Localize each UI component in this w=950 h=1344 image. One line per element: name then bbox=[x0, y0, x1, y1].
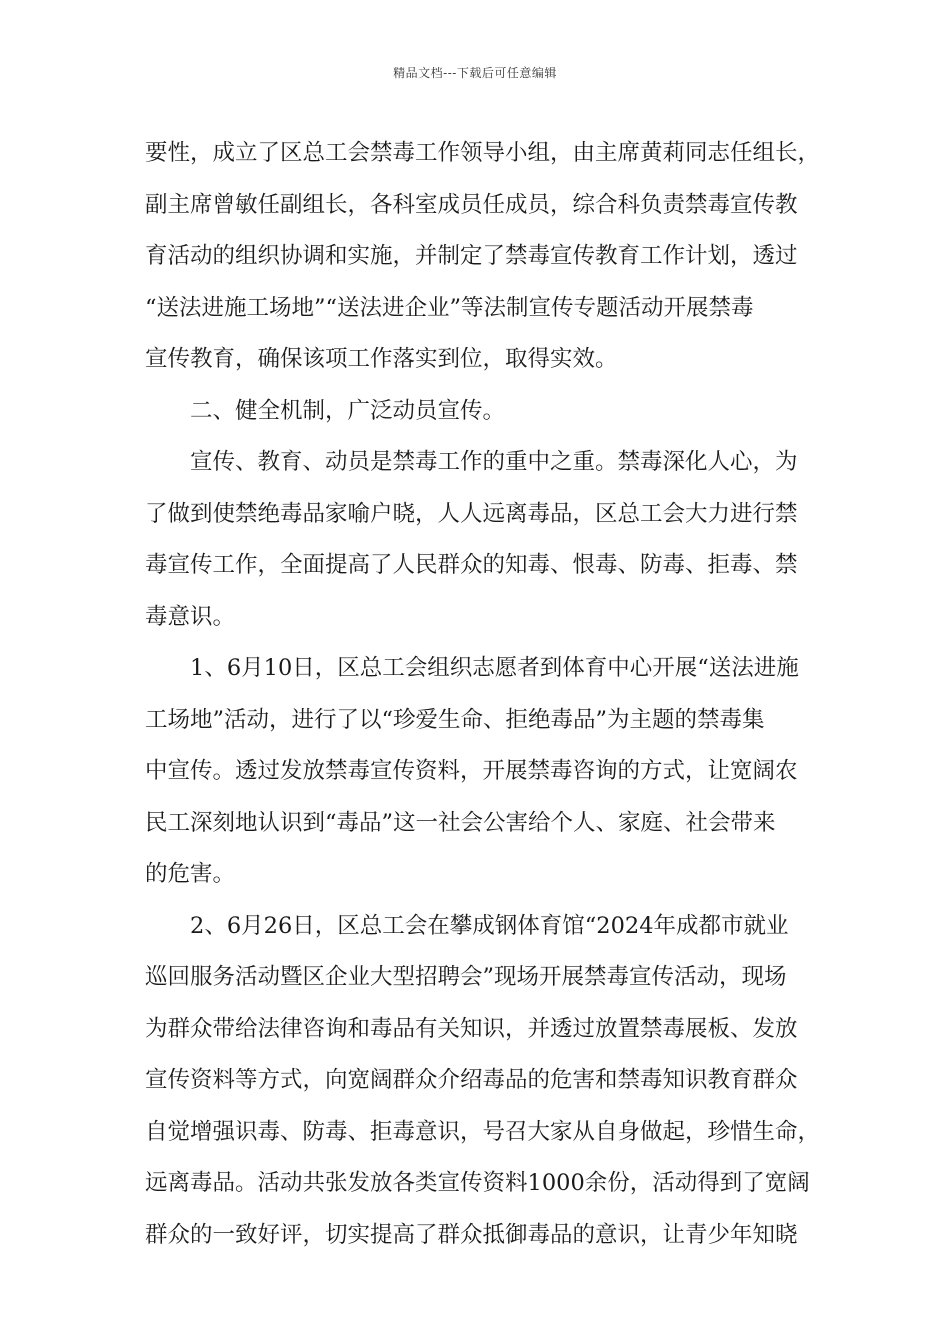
document-body bbox=[145, 128, 821, 1261]
page-header: 精品文档---下载后可任意编辑 bbox=[393, 66, 557, 80]
text-line: 的危害。 bbox=[145, 861, 236, 887]
text-line: 中宣传。透过发放禁毒宣传资料，开展禁毒咨询的方式，让宽阔农 bbox=[145, 758, 798, 784]
text-line: 远离毒品。活动共张发放各类宣传资料1000余份，活动得到了宽阔 bbox=[145, 1170, 810, 1196]
text-line: 毒意识。 bbox=[145, 603, 236, 630]
text-line: “送法进施工场地”“送法进企业”等法制宣传专题活动开展禁毒 bbox=[145, 294, 754, 321]
text-line: 毒宣传工作，全面提高了人民群众的知毒、恨毒、防毒、拒毒、禁 bbox=[145, 552, 798, 578]
text-line: 要性，成立了区总工会禁毒工作领导小组，由主席黄莉同志任组长， bbox=[145, 140, 821, 166]
text-line: 巡回服务活动暨区企业大型招聘会”现场开展禁毒宣传活动，现场 bbox=[145, 964, 787, 990]
text-line: 2、6月26日，区总工会在攀成钢体育馆“2024年成都市就业 bbox=[190, 912, 789, 939]
text-line: 群众的一致好评，切实提高了群众抵御毒品的意识，让青少年知晓 bbox=[145, 1221, 798, 1248]
text-line: 副主席曾敏任副组长，各科室成员任成员，综合科负责禁毒宣传教 bbox=[145, 191, 798, 218]
text-line: 为群众带给法律咨询和毒品有关知识，并透过放置禁毒展板、发放 bbox=[145, 1015, 798, 1042]
text-line: 民工深刻地认识到“毒品”这一社会公害给个人、家庭、社会带来 bbox=[145, 809, 776, 836]
text-line: 1、6月10日，区总工会组织志愿者到体育中心开展“送法进施 bbox=[190, 655, 799, 681]
text-line: 宣传、教育、动员是禁毒工作的重中之重。禁毒深化人心，为 bbox=[190, 449, 798, 475]
text-line: 育活动的组织协调和实施，并制定了禁毒宣传教育工作计划，透过 bbox=[145, 243, 798, 269]
text-line: 自觉增强识毒、防毒、拒毒意识，号召大家从自身做起，珍惜生命， bbox=[145, 1118, 821, 1145]
text-line: 了做到使禁绝毒品家喻户晓，人人远离毒品，区总工会大力进行禁 bbox=[145, 500, 798, 527]
text-line: 宣传教育，确保该项工作落实到位，取得实效。 bbox=[145, 346, 618, 372]
text-line: 工场地”活动，进行了以“珍爱生命、拒绝毒品”为主题的禁毒集 bbox=[145, 706, 765, 733]
text-line: 二、健全机制，广泛动员宣传。 bbox=[190, 397, 506, 424]
text-line: 宣传资料等方式，向宽阔群众介绍毒品的危害和禁毒知识教育群众 bbox=[145, 1067, 798, 1093]
